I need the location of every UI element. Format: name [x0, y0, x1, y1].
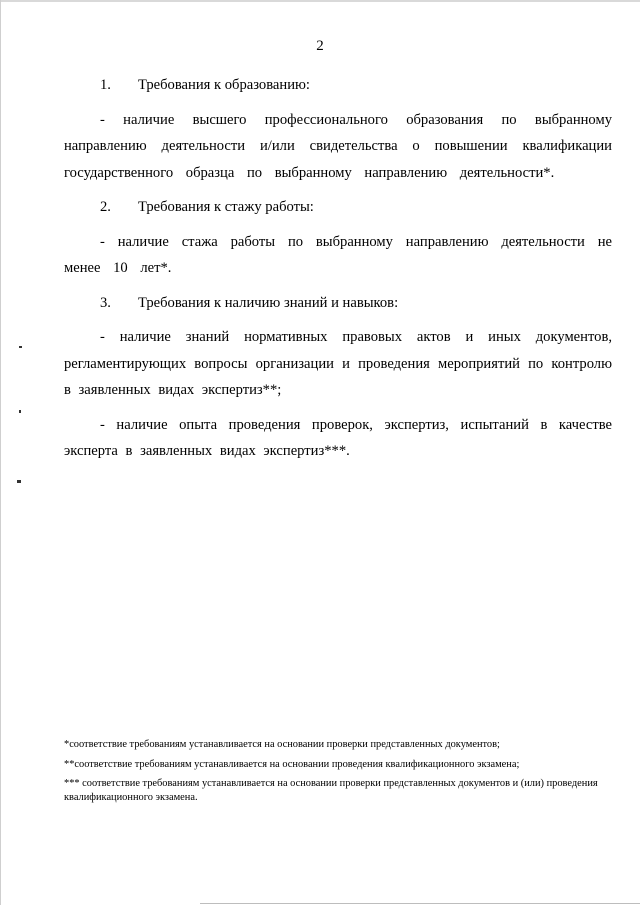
- section-heading-experience: [64, 194, 612, 221]
- footnote-1: *соответствие требованиям устанавливается на основании проверки представленных документов;: [64, 739, 500, 750]
- section-title: Требования к наличию знаний и навыков:: [138, 294, 399, 311]
- section-title: Требования к образованию:: [138, 77, 310, 93]
- section-number: 2.: [100, 199, 111, 215]
- knowledge-requirement-paragraph: - наличие знаний нормативных правовых актов и иных документов, регламентирующих вопросы организации и проведения мероприятий по контролю в заявленных видах экспертиз**;: [64, 329, 612, 398]
- scan-speck: [19, 346, 22, 348]
- expertise-experience-paragraph: - наличие опыта проведения проверок, экспертиз, испытаний в качестве эксперта в заявленных видах экспертиз***.: [64, 416, 612, 459]
- experience-requirement-paragraph: - наличие стажа работы по выбранному направлению деятельности не менее 10 лет*.: [64, 233, 612, 276]
- footnotes: [64, 738, 620, 810]
- section-title: Требования к стажу работы:: [138, 199, 314, 215]
- education-requirement-paragraph: - наличие высшего профессионального образования по выбранному направлению деятельности и/или свидетельства о повышении квалификации государственного образца по выбранному направлению деятельности*.: [64, 111, 612, 181]
- section-heading-education: [64, 72, 612, 99]
- document-body: [64, 72, 612, 473]
- footnote-3: *** соответствие требованиям устанавливается на основании проверки представленных документов и (или) проведения квалификационного экзамена.: [64, 778, 598, 803]
- footnote-2: **соответствие требованиям устанавливается на основании проведения квалификационного экзамена;: [64, 758, 520, 770]
- scan-speck: [17, 480, 21, 483]
- section-number: 1.: [100, 77, 111, 93]
- scan-edge-bottom: [200, 903, 640, 904]
- page-number: 2: [316, 38, 324, 54]
- scan-edge-top: [0, 0, 640, 2]
- section-number: 3.: [100, 294, 111, 311]
- scan-edge-left: [0, 0, 1, 905]
- scan-speck: [19, 410, 21, 413]
- section-heading-knowledge: [64, 290, 612, 317]
